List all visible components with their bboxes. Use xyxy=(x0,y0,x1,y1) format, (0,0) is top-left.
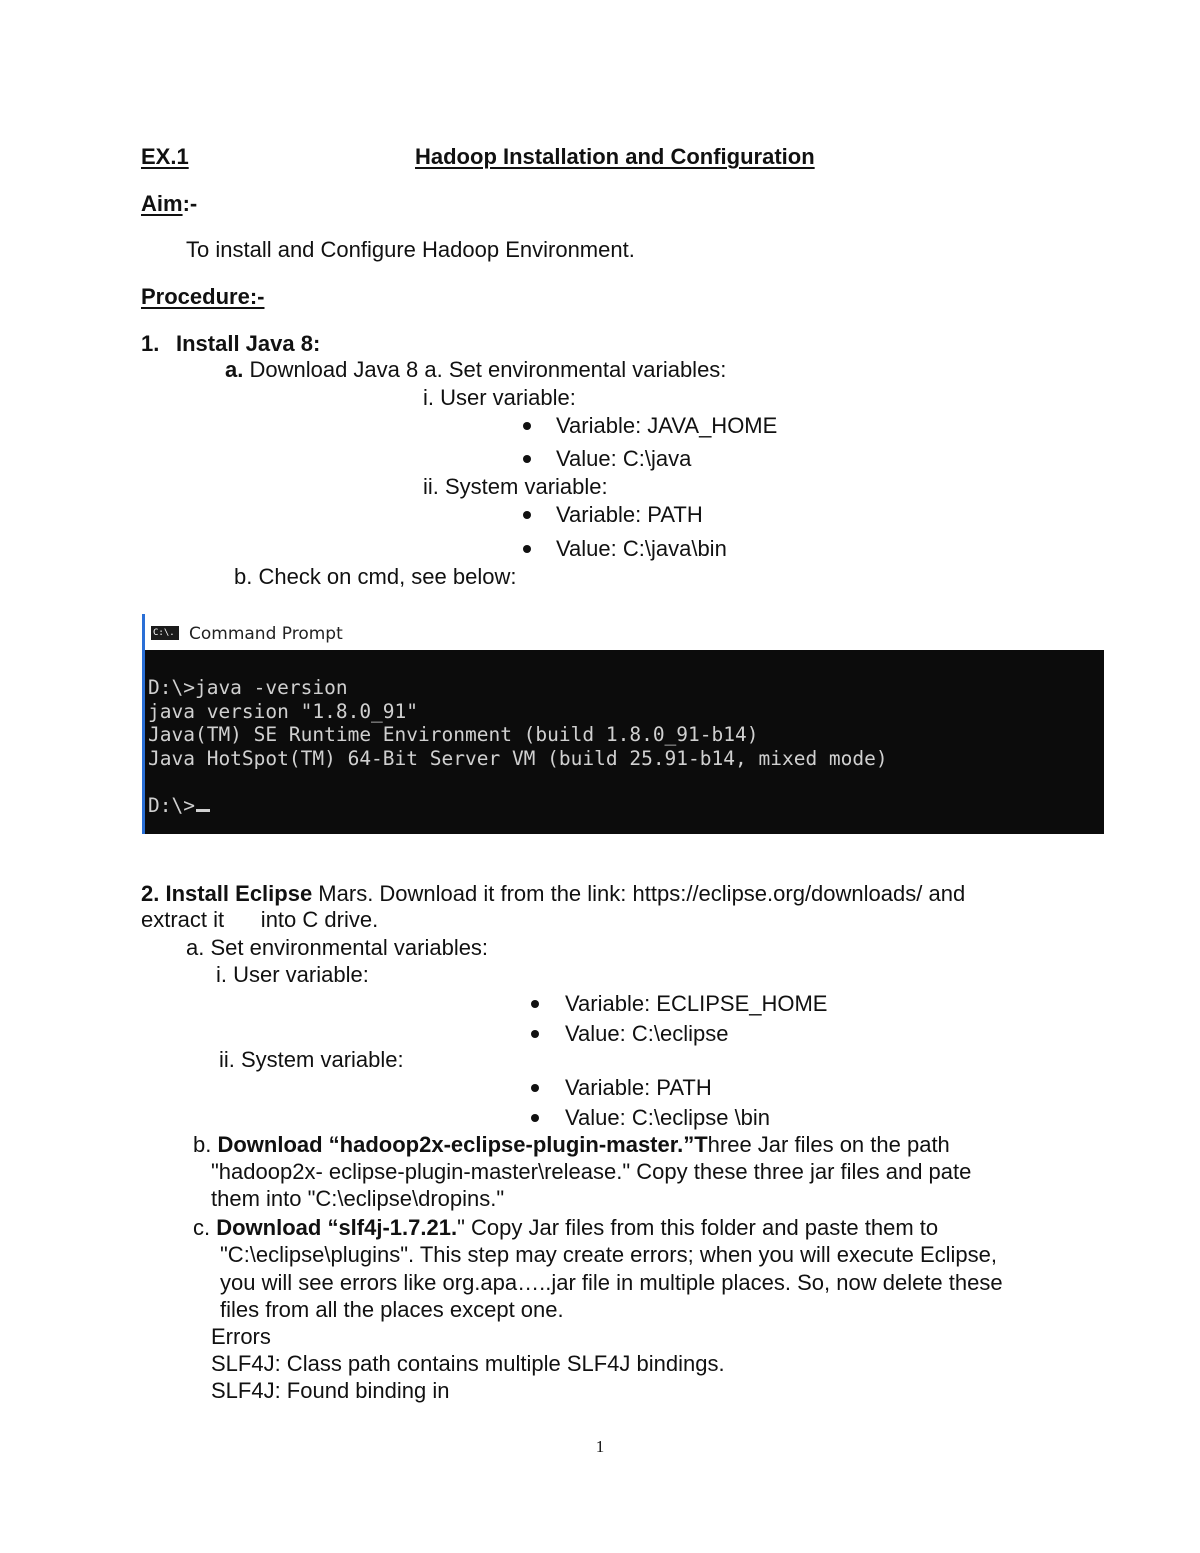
step1-system-variable: ii. System variable: xyxy=(423,474,608,499)
step2-c-prefix: c. xyxy=(193,1215,217,1240)
step1-title: Install Java 8: xyxy=(176,331,321,356)
step2-intro xyxy=(141,883,965,905)
bullet-icon xyxy=(531,1114,539,1122)
cmd-console xyxy=(142,650,1104,834)
page-number: 1 xyxy=(595,1437,605,1456)
step2-c-line2: "C:\eclipse\plugins". This step may create errors; when you will execute Eclipse, xyxy=(220,1242,997,1267)
step2-a: a. Set environmental variables: xyxy=(186,935,489,960)
step1-a-text: Download Java 8 a. Set environmental variables: xyxy=(249,357,727,382)
error-line-1: SLF4J: Class path contains multiple SLF4J bindings. xyxy=(211,1351,725,1376)
step1-b: b. Check on cmd, see below: xyxy=(234,564,517,589)
step2-b-line2: "hadoop2x- eclipse-plugin-master\release." Copy these three jar files and pate xyxy=(211,1159,972,1184)
cmd-line-5: D:\> xyxy=(148,794,195,817)
step1-user-item-1: Variable: JAVA_HOME xyxy=(556,413,778,438)
step1-system-item-2: Value: C:\java\bin xyxy=(556,536,727,561)
step2-title: 2. Install Eclipse xyxy=(141,881,313,906)
exercise-label: EX.1 xyxy=(141,144,189,169)
step2-b xyxy=(193,1134,950,1156)
bullet-icon xyxy=(531,1000,539,1008)
step1-system-item-1: Variable: PATH xyxy=(556,502,703,527)
error-line-2: SLF4J: Found binding in xyxy=(211,1378,450,1403)
cmd-line-1: D:\>java -version xyxy=(148,676,348,699)
step2-c-line4: files from all the places except one. xyxy=(220,1297,564,1322)
step2-system-item-2: Value: C:\eclipse \bin xyxy=(565,1105,771,1130)
command-prompt-screenshot xyxy=(142,614,1104,834)
step2-user-item-1: Variable: ECLIPSE_HOME xyxy=(565,991,828,1016)
step2-c-bold: Download “slf4j-1.7.21. xyxy=(216,1215,458,1240)
cmd-line-4: Java HotSpot(TM) 64-Bit Server VM (build 25.91-b14, mixed mode) xyxy=(148,747,888,770)
cmd-window-title: Command Prompt xyxy=(189,624,343,644)
step2-c xyxy=(193,1217,938,1239)
step1-user-variable: i. User variable: xyxy=(423,385,576,410)
step1-number: 1. xyxy=(141,331,160,356)
cmd-line-2: java version "1.8.0_91" xyxy=(148,700,419,723)
step2-c-rest: " Copy Jar files from this folder and paste them to xyxy=(457,1215,939,1240)
errors-label: Errors xyxy=(211,1324,271,1349)
step2-user-variable: i. User variable: xyxy=(216,962,369,987)
aim-heading-text: Aim xyxy=(141,191,183,216)
cmd-icon: C:\. xyxy=(151,626,179,640)
cmd-titlebar xyxy=(142,614,1107,650)
bullet-icon xyxy=(531,1084,539,1092)
aim-heading-suffix: :- xyxy=(182,191,198,216)
step2-b-prefix: b. xyxy=(193,1132,218,1157)
bullet-icon xyxy=(523,545,531,553)
step1-user-item-2: Value: C:\java xyxy=(556,446,692,471)
step2-user-item-2: Value: C:\eclipse xyxy=(565,1021,729,1046)
procedure-heading: Procedure:- xyxy=(141,284,265,309)
step2-b-rest: hree Jar files on the path xyxy=(707,1132,950,1157)
bullet-icon xyxy=(523,455,531,463)
cursor-icon xyxy=(196,809,210,812)
aim-text: To install and Configure Hadoop Environment. xyxy=(186,237,635,262)
aim-heading xyxy=(141,193,197,215)
step2-b-line3: them into "C:\eclipse\dropins." xyxy=(211,1186,505,1211)
document-title: Hadoop Installation and Configuration xyxy=(415,144,815,169)
step2-c-line3: you will see errors like org.apa…..jar file in multiple places. So, now delete these xyxy=(220,1270,1003,1295)
cmd-line-3: Java(TM) SE Runtime Environment (build 1.8.0_91-b14) xyxy=(148,723,759,746)
step2-intro-rest: Mars. Download it from the link: https://eclipse.org/downloads/ and xyxy=(312,881,966,906)
step1-a-label: a. xyxy=(225,357,244,382)
step1-a xyxy=(225,359,726,381)
bullet-icon xyxy=(523,422,531,430)
cmd-prompt-line xyxy=(148,796,210,816)
bullet-icon xyxy=(531,1030,539,1038)
step2-b-bold: Download “hadoop2x-eclipse-plugin-master.”T xyxy=(217,1132,708,1157)
step2-intro-line2: extract it into C drive. xyxy=(141,907,379,932)
bullet-icon xyxy=(523,511,531,519)
step2-system-item-1: Variable: PATH xyxy=(565,1075,712,1100)
step2-system-variable: ii. System variable: xyxy=(219,1047,404,1072)
